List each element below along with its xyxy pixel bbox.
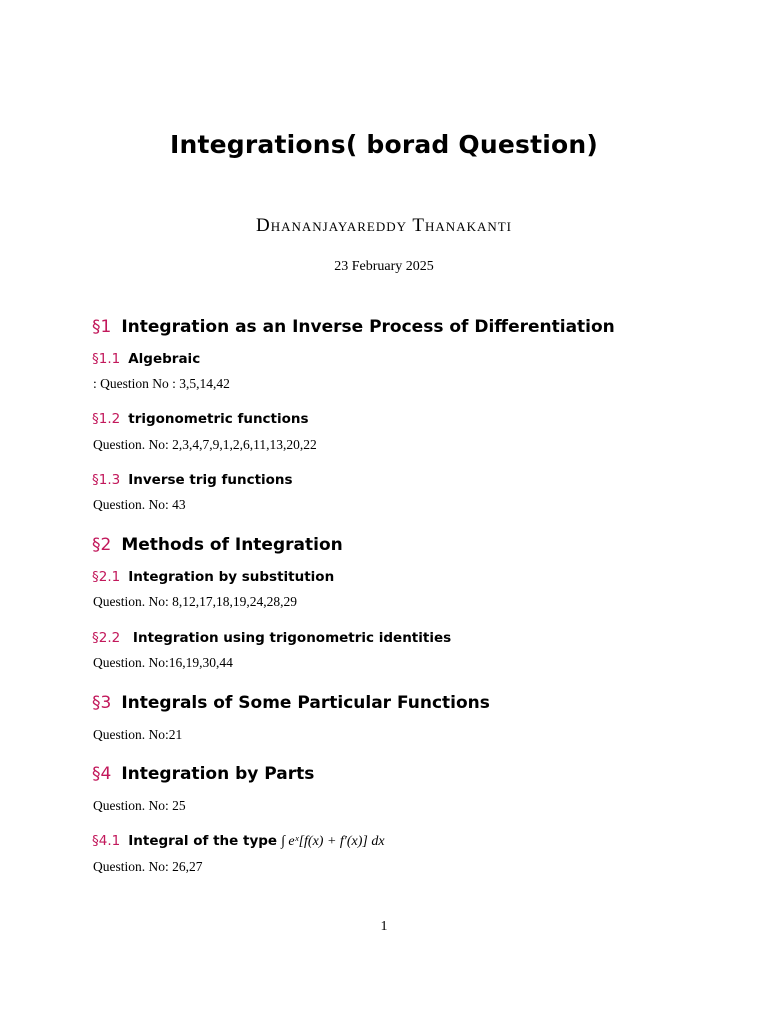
section-number: §2 (92, 535, 112, 555)
subsection-2-2-text: Question. No:16,19,30,44 (93, 655, 233, 670)
section-number: §1 (92, 317, 112, 337)
section-4-text: Question. No: 25 (93, 798, 186, 813)
document-title: Integrations( borad Question) (169, 130, 599, 159)
author: Dhananjayareddy Thanakanti (255, 215, 513, 236)
subsection-title: Inverse trig functions (128, 472, 293, 488)
section-4-heading (92, 764, 314, 784)
subsection-title: Integral of the type (128, 833, 278, 849)
subsection-4-1-heading (92, 833, 385, 850)
section-title: Integration by Parts (121, 764, 315, 784)
section-number: §3 (92, 693, 112, 713)
subsection-2-1-heading (92, 569, 334, 585)
subsection-number: §1.1 (92, 351, 121, 367)
subsection-1-2-heading (92, 411, 309, 427)
subsection-title: trigonometric functions (128, 411, 309, 427)
section-title: Methods of Integration (121, 535, 343, 555)
section-title: Integration as an Inverse Process of Differentiation (121, 317, 615, 337)
integral-formula: ∫ eˣ[f(x) + f′(x)] dx (281, 834, 385, 849)
section-1-heading (92, 317, 615, 337)
subsection-1-1-text: : Question No : 3,5,14,42 (93, 376, 230, 391)
subsection-1-3-text: Question. No: 43 (93, 497, 186, 512)
date: 23 February 2025 (334, 259, 434, 274)
subsection-number: §1.2 (92, 411, 121, 427)
section-3-text: Question. No:21 (93, 727, 183, 742)
subsection-title: Integration by substitution (128, 569, 335, 585)
section-title: Integrals of Some Particular Functions (121, 693, 490, 713)
subsection-2-1-text: Question. No: 8,12,17,18,19,24,28,29 (93, 594, 297, 609)
subsection-number: §1.3 (92, 472, 121, 488)
subsection-title: Algebraic (128, 351, 201, 367)
subsection-title: Integration using trigonometric identities (128, 630, 452, 646)
subsection-1-1-heading (92, 351, 200, 367)
section-number: §4 (92, 764, 112, 784)
subsection-number: §2.1 (92, 569, 121, 585)
page-number: 1 (380, 919, 388, 934)
subsection-number: §4.1 (92, 833, 121, 849)
section-2-heading (92, 535, 343, 555)
subsection-number: §2.2 (92, 630, 121, 646)
subsection-2-2-heading (92, 630, 451, 646)
subsection-1-3-heading (92, 472, 293, 488)
subsection-1-2-text: Question. No: 2,3,4,7,9,1,2,6,11,13,20,22 (93, 437, 317, 452)
subsection-4-1-text: Question. No: 26,27 (93, 859, 203, 874)
section-3-heading (92, 693, 490, 713)
